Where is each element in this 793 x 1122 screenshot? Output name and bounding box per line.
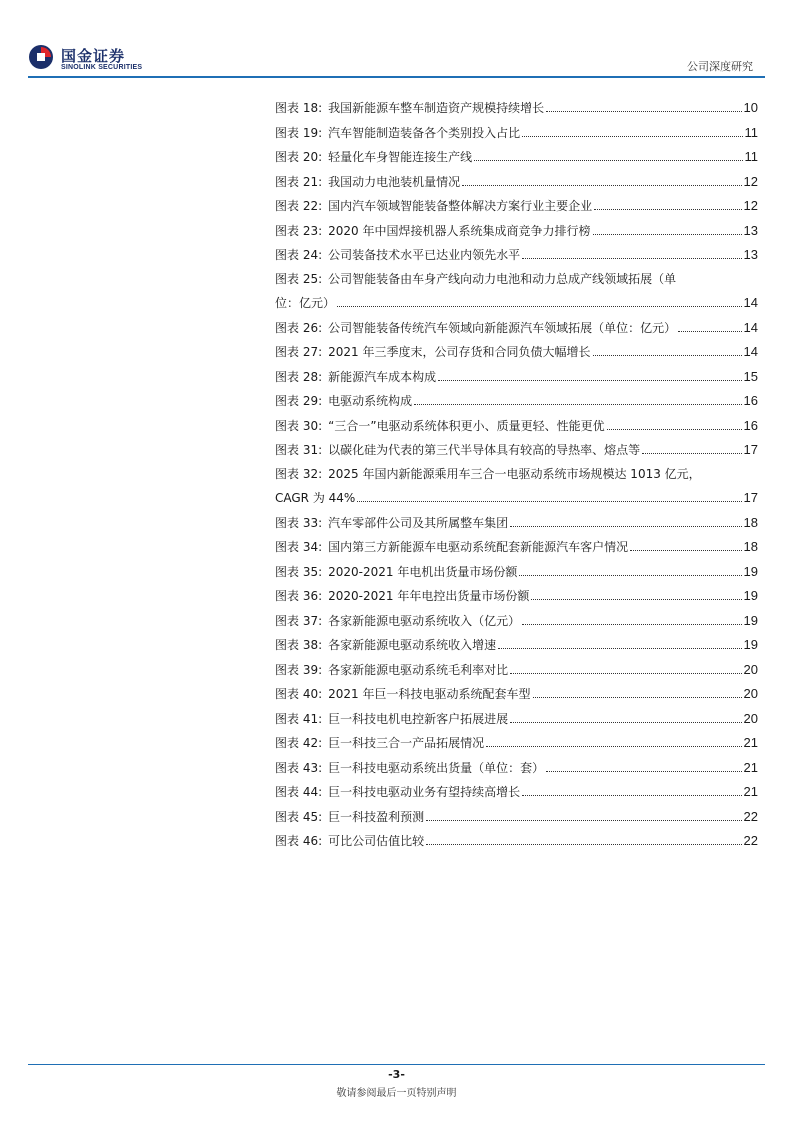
toc-figure-label: 图表 41: <box>275 711 323 726</box>
logo-english-name: SINOLINK SECURITIES <box>61 64 143 71</box>
toc-dot-leader <box>498 648 741 649</box>
toc-entry[interactable] <box>275 194 758 219</box>
toc-figure-label: 图表 26: <box>275 320 323 335</box>
toc-entry[interactable] <box>275 658 758 683</box>
toc-page-number: 18 <box>743 539 758 554</box>
toc-figure-label: 图表 32: <box>275 466 323 481</box>
toc-dot-leader <box>522 624 741 625</box>
toc-figure-title: 巨一科技电驱动系统出货量（单位：套） <box>328 760 545 775</box>
toc-dot-leader <box>510 722 741 723</box>
toc-page-number: 17 <box>743 490 758 505</box>
toc-figure-label: 图表 42: <box>275 736 323 750</box>
toc-figure-title: 新能源汽车成本构成 <box>328 369 437 384</box>
toc-page-number: 19 <box>743 563 758 579</box>
toc-figure-title: 巨一科技盈利预测 <box>328 809 425 824</box>
toc-dot-leader <box>519 575 741 576</box>
footer-divider <box>28 1064 765 1065</box>
toc-entry[interactable] <box>275 633 758 658</box>
toc-dot-leader <box>533 697 742 698</box>
toc-figure-label: 图表 18: <box>275 101 323 115</box>
toc-figure-title-continued: CAGR 为 44% <box>275 491 356 505</box>
toc-entry[interactable] <box>275 389 758 414</box>
toc-page-number: 17 <box>743 442 758 457</box>
toc-figure-title: 巨一科技电驱动业务有望持续高增长 <box>328 785 521 799</box>
toc-figure-label: 图表 31: <box>275 443 323 457</box>
toc-dot-leader <box>522 258 741 259</box>
toc-entry[interactable] <box>275 414 758 439</box>
toc-page-number: 21 <box>743 735 758 750</box>
header-divider <box>28 76 765 78</box>
toc-entry[interactable] <box>275 511 758 536</box>
toc-entry[interactable] <box>275 243 758 268</box>
toc-dot-leader <box>474 160 742 161</box>
toc-page-number: 11 <box>744 124 758 140</box>
toc-dot-leader <box>426 820 741 821</box>
toc-dot-leader <box>678 331 741 332</box>
toc-dot-leader <box>630 550 741 551</box>
toc-page-number: 21 <box>743 784 758 799</box>
toc-figure-title: 轻量化车身智能连接生产线 <box>328 150 473 164</box>
toc-dot-leader <box>426 844 741 845</box>
toc-figure-label: 图表 45: <box>275 809 323 824</box>
toc-dot-leader <box>510 673 741 674</box>
toc-figure-title: 公司装备技术水平已达业内领先水平 <box>328 248 521 262</box>
toc-page-number: 13 <box>743 222 758 238</box>
toc-figure-title: 以碳化硅为代表的第三代半导体具有较高的导热率、熔点等 <box>328 443 641 457</box>
toc-figure-label: 图表 22: <box>275 199 323 213</box>
toc-figure-label: 图表 39: <box>275 662 323 677</box>
toc-dot-leader <box>642 453 741 454</box>
toc-figure-label: 图表 40: <box>275 687 323 701</box>
toc-page-number: 18 <box>743 514 758 530</box>
page-number: -3- <box>388 1068 405 1081</box>
toc-figure-label: 图表 35: <box>275 564 323 579</box>
toc-page-number: 20 <box>743 686 758 701</box>
toc-figure-title: 2021 年三季度末，公司存货和合同负债大幅增长 <box>328 345 591 359</box>
toc-page-number: 21 <box>743 759 758 775</box>
toc-page-number: 16 <box>743 393 758 408</box>
toc-dot-leader <box>438 380 741 381</box>
toc-page-number: 11 <box>744 149 758 164</box>
toc-entry-continuation[interactable] <box>275 486 758 511</box>
toc-entry[interactable] <box>275 560 758 585</box>
report-type: 公司深度研究 <box>687 60 753 73</box>
toc-figure-label: 图表 43: <box>275 760 323 775</box>
logo-chinese-name: 国金证券 <box>61 47 126 65</box>
toc-dot-leader <box>337 306 742 307</box>
toc-figure-title: 2020-2021 年电机出货量市场份额 <box>328 564 518 579</box>
toc-entry-continuation[interactable] <box>275 291 758 316</box>
toc-entry[interactable] <box>275 438 758 463</box>
toc-figure-title: 巨一科技电机电控新客户拓展进展 <box>328 711 509 726</box>
toc-page-number: 12 <box>743 173 758 189</box>
toc-page-number: 13 <box>743 247 758 262</box>
toc-entry[interactable] <box>275 170 758 195</box>
footer-disclaimer: 敬请参阅最后一页特别声明 <box>336 1088 457 1099</box>
toc-entry[interactable] <box>275 268 758 292</box>
toc-page-number: 15 <box>743 368 758 384</box>
toc-dot-leader <box>522 795 741 796</box>
toc-figure-label: 图表 25: <box>275 271 323 286</box>
toc-figure-label: 图表 21: <box>275 174 323 189</box>
toc-figure-title: 各家新能源电驱动系统收入（亿元） <box>328 613 521 628</box>
toc-figure-title-continued: 位：亿元） <box>275 296 336 310</box>
toc-figure-title: 2020-2021 年年电控出货量市场份额 <box>328 589 530 603</box>
toc-figure-title: 公司智能装备由车身产线向动力电池和动力总成产线领域拓展（单 <box>328 271 677 286</box>
toc-figure-title: 巨一科技三合一产品拓展情况 <box>328 736 485 750</box>
toc-dot-leader <box>522 136 742 137</box>
toc-figure-title: 国内汽车领域智能装备整体解决方案行业主要企业 <box>328 199 593 213</box>
toc-dot-leader <box>546 771 741 772</box>
toc-dot-leader <box>594 209 741 210</box>
toc-page-number: 10 <box>743 100 758 115</box>
toc-entry[interactable] <box>275 682 758 707</box>
toc-dot-leader <box>414 404 741 405</box>
toc-entry[interactable] <box>275 584 758 609</box>
toc-figure-label: 图表 27: <box>275 345 323 359</box>
toc-entry[interactable] <box>275 535 758 560</box>
toc-entry[interactable] <box>275 780 758 805</box>
toc-entry[interactable] <box>275 316 758 341</box>
toc-figure-title: 公司智能装备传统汽车领域向新能源汽车领域拓展（单位：亿元） <box>328 320 677 335</box>
toc-page-number: 14 <box>743 344 758 359</box>
toc-figure-title: “三合一”电驱动系统体积更小、质量更轻、性能更优 <box>328 418 605 433</box>
toc-dot-leader <box>486 746 741 747</box>
toc-entry[interactable] <box>275 707 758 732</box>
toc-figure-title: 汽车零部件公司及其所属整车集团 <box>328 515 509 530</box>
toc-figure-label: 图表 23: <box>275 223 323 238</box>
toc-entry[interactable] <box>275 145 758 170</box>
toc-page-number: 22 <box>743 808 758 824</box>
toc-figure-title: 电驱动系统构成 <box>328 394 413 408</box>
toc-figure-label: 图表 28: <box>275 369 323 384</box>
toc-dot-leader <box>607 429 742 430</box>
toc-figure-title: 2025 年国内新能源乘用车三合一电驱动系统市场规模达 1013 亿元， <box>328 466 701 481</box>
toc-figure-label: 图表 46: <box>275 834 323 848</box>
toc-figure-title: 2020 年中国焊接机器人系统集成商竞争力排行榜 <box>328 223 591 238</box>
toc-figure-label: 图表 44: <box>275 785 323 799</box>
toc-figure-title: 我国动力电池装机量情况 <box>328 174 461 189</box>
toc-dot-leader <box>357 501 741 502</box>
toc-figure-label: 图表 36: <box>275 589 323 603</box>
company-logo <box>28 44 178 74</box>
toc-entry[interactable] <box>275 365 758 390</box>
toc-figure-label: 图表 30: <box>275 418 323 433</box>
toc-figure-title: 我国新能源车整车制造资产规模持续增长 <box>328 101 545 115</box>
toc-entry[interactable] <box>275 829 758 854</box>
toc-page-number: 19 <box>743 637 758 652</box>
toc-dot-leader <box>593 234 742 235</box>
toc-figure-title: 各家新能源电驱动系统毛利率对比 <box>328 662 509 677</box>
toc-page-number: 20 <box>743 661 758 677</box>
toc-dot-leader <box>593 355 742 356</box>
figure-index-list <box>275 96 758 854</box>
toc-figure-title: 汽车智能制造装备各个类别投入占比 <box>328 125 521 140</box>
toc-page-number: 19 <box>743 612 758 628</box>
sinolink-logo-icon <box>28 44 54 70</box>
toc-entry[interactable] <box>275 609 758 634</box>
toc-figure-title: 2021 年巨一科技电驱动系统配套车型 <box>328 687 531 701</box>
toc-figure-label: 图表 34: <box>275 540 323 554</box>
toc-page-number: 12 <box>743 198 758 213</box>
toc-dot-leader <box>546 111 741 112</box>
toc-figure-label: 图表 29: <box>275 394 323 408</box>
toc-page-number: 19 <box>743 588 758 603</box>
toc-figure-title: 各家新能源电驱动系统收入增速 <box>328 638 497 652</box>
toc-entry[interactable] <box>275 463 758 487</box>
toc-figure-label: 图表 19: <box>275 125 323 140</box>
toc-figure-title: 国内第三方新能源车电驱动系统配套新能源汽车客户情况 <box>328 540 629 554</box>
toc-figure-label: 图表 20: <box>275 150 323 164</box>
toc-figure-label: 图表 37: <box>275 613 323 628</box>
toc-entry[interactable] <box>275 805 758 830</box>
toc-dot-leader <box>462 185 741 186</box>
toc-entry[interactable] <box>275 219 758 244</box>
toc-figure-label: 图表 24: <box>275 248 323 262</box>
toc-entry[interactable] <box>275 731 758 756</box>
toc-page-number: 16 <box>743 417 758 433</box>
toc-figure-title: 可比公司估值比较 <box>328 834 425 848</box>
toc-page-number: 22 <box>743 833 758 848</box>
toc-figure-label: 图表 38: <box>275 638 323 652</box>
toc-page-number: 14 <box>743 295 758 310</box>
toc-dot-leader <box>531 599 741 600</box>
toc-page-number: 14 <box>743 319 758 335</box>
toc-dot-leader <box>510 526 741 527</box>
toc-entry[interactable] <box>275 340 758 365</box>
toc-entry[interactable] <box>275 756 758 781</box>
toc-entry[interactable] <box>275 121 758 146</box>
toc-figure-label: 图表 33: <box>275 515 323 530</box>
toc-entry[interactable] <box>275 96 758 121</box>
toc-page-number: 20 <box>743 710 758 726</box>
